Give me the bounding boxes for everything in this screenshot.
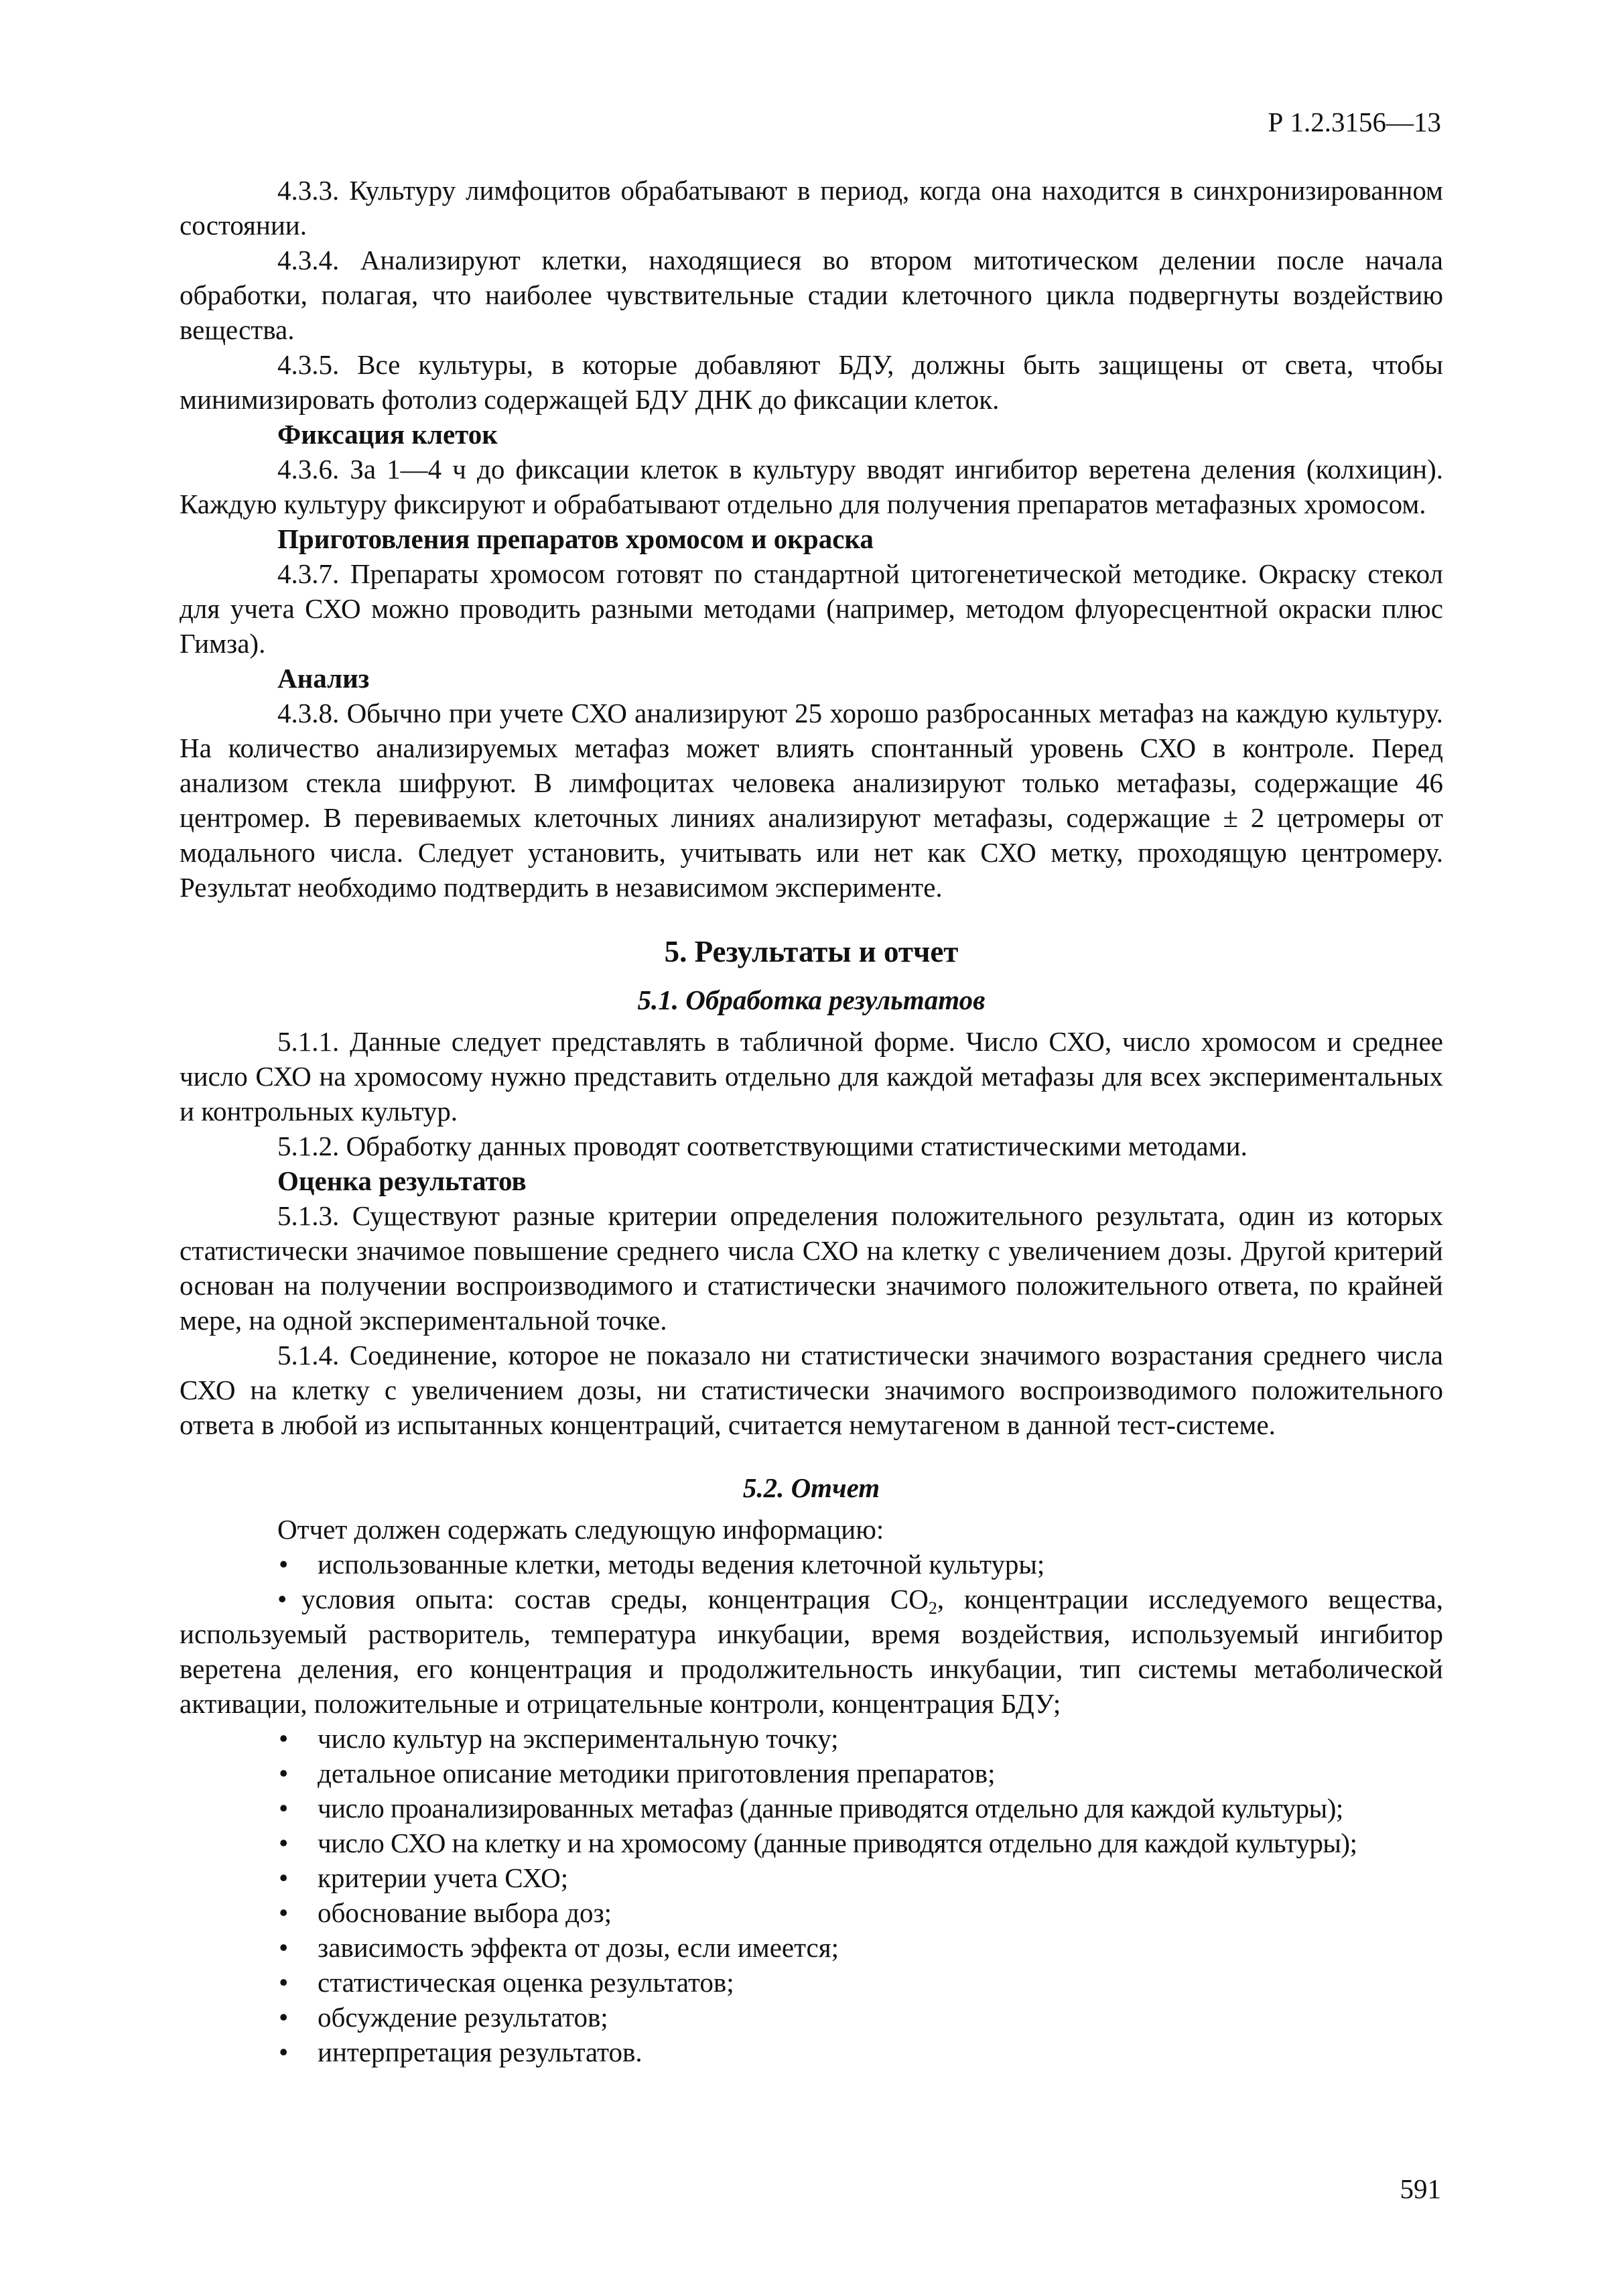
paragraph-4-3-5: 4.3.5. Все культуры, в которые добавляют БДУ, должны быть защищены от света, чтобы минимизировать фотолиз содержащей БДУ ДНК до фиксации клеток. [180, 349, 1443, 415]
list-item-text: условия опыта: состав среды, концентрация СО [301, 1584, 929, 1614]
list-item-text: детальное описание методики приготовления препаратов; [318, 1758, 996, 1789]
bullet-icon: • [279, 1793, 289, 1824]
paragraph-4-3-3: 4.3.3. Культуру лимфоцитов обрабатывают в период, когда она находится в синхронизированном состоянии. [180, 175, 1443, 241]
list-item [180, 2000, 1443, 2035]
list-item [180, 1860, 1443, 1895]
list-item-text: зависимость эффекта от дозы, если имеется; [318, 1932, 839, 1963]
list-item [180, 1756, 1443, 1791]
subscript-text: 2 [928, 1598, 937, 1618]
list-item [180, 2035, 1443, 2069]
paragraph-5-1-2: 5.1.2. Обработку данных проводят соответствующими статистическими методами. [277, 1131, 1247, 1161]
subsection-heading-processing: 5.1. Обработка результатов [637, 984, 986, 1015]
list-item-text: обоснование выбора доз; [318, 1897, 612, 1928]
list-item-text: число СХО на клетку и на хромосому (данные приводятся отдельно для каждой культуры); [318, 1828, 1357, 1858]
list-item [180, 1547, 1443, 1582]
list-item-text: , концентрации исследуемого вещества, используемый растворитель, температура инкубации, время воздействия, используемый ингибитор веретена деления, его концентрация и продолжительность инкубации, тип системы метаболической активации, положительные и отрицательные контроли, концентрация БДУ; [180, 1584, 1444, 1719]
subheading-cell-fixation: Фиксация клеток [277, 419, 498, 450]
subheading-analysis: Анализ [277, 663, 370, 694]
list-item [180, 1826, 1443, 1860]
list-item-text: использованные клетки, методы ведения клеточной культуры; [318, 1549, 1045, 1580]
list-item-text: статистическая оценка результатов; [318, 1967, 734, 1998]
paragraph-5-1-1: 5.1.1. Данные следует представлять в табличной форме. Число СХО, число хромосом и среднее число СХО на хромосому нужно представить отдельно для каждой метафазы для всех экспериментальных и контрольных культур. [180, 1026, 1443, 1127]
list-item-text: критерии учета СХО; [318, 1862, 569, 1893]
subheading-preparation-staining: Приготовления препаратов хромосом и окраска [277, 523, 874, 554]
list-item [180, 1791, 1443, 1826]
subheading-results-evaluation: Оценка результатов [277, 1165, 527, 1196]
bullet-icon: • [279, 1932, 289, 1963]
bullet-icon: • [279, 1862, 289, 1893]
list-item [180, 1721, 1443, 1756]
page-content [180, 173, 1443, 2069]
paragraph-4-3-8: 4.3.8. Обычно при учете СХО анализируют 25 хорошо разбросанных метафаз на каждую культуру. На количество анализируемых метафаз может влиять спонтанный уровень СХО в контроле. Перед анализом стекла шифруют. В лимфоцитах человека анализируют только метафазы, содержащие 46 центромер. В перевиваемых клеточных линиях анализируют метафазы, содержащие ± 2 цетромеры от модального числа. Следует установить, учитывать или нет как СХО метку, проходящую центромеру. Результат необходимо подтвердить в независимом эксперименте. [180, 698, 1443, 903]
list-item-text: интерпретация результатов. [318, 2037, 643, 2067]
page-number: 591 [1400, 2173, 1441, 2204]
list-item [180, 1965, 1443, 2000]
bullet-icon: • [279, 1828, 289, 1858]
paragraph-4-3-4: 4.3.4. Анализируют клетки, находящиеся во втором митотическом делении после начала обработки, полагая, что наиболее чувствительные стадии клеточного цикла подвергнуты воздействию вещества. [180, 245, 1443, 345]
bullet-icon: • [279, 1897, 289, 1928]
paragraph-5-1-4: 5.1.4. Соединение, которое не показало ни статистически значимого возрастания среднего числа СХО на клетку с увеличением дозы, ни статистически значимого воспроизводимого положительного ответа в любой из испытанных концентраций, считается немутагеном в данной тест-системе. [180, 1340, 1443, 1440]
report-intro: Отчет должен содержать следующую информацию: [277, 1514, 884, 1545]
list-item-text: число культур на экспериментальную точку; [318, 1723, 839, 1754]
list-item [180, 1930, 1443, 1965]
bullet-icon: • [279, 2037, 289, 2067]
list-item [180, 1895, 1443, 1930]
list-item-text: число проанализированных метафаз (данные приводятся отдельно для каждой культуры); [318, 1793, 1343, 1824]
subsection-heading-report: 5.2. Отчет [742, 1472, 880, 1503]
paragraph-5-1-3: 5.1.3. Существуют разные критерии определения положительного результата, один из которых статистически значимое повышение среднего числа СХО на клетку с увеличением дозы. Другой критерий основан на получении воспроизводимого и статистически значимого положительного ответа, по крайней мере, на одной экспериментальной точке. [180, 1200, 1443, 1336]
paragraph-4-3-7: 4.3.7. Препараты хромосом готовят по стандартной цитогенетической методике. Окраску стекол для учета СХО можно проводить разными методами (например, методом флуоресцентной окраски плюс Гимза). [180, 558, 1443, 659]
bullet-icon: • [279, 1758, 289, 1789]
bullet-icon: • [277, 1584, 287, 1614]
bullet-icon: • [279, 1967, 289, 1998]
paragraph-4-3-6: 4.3.6. За 1—4 ч до фиксации клеток в культуру вводят ингибитор веретена деления (колхицин). Каждую культуру фиксируют и обрабатывают отдельно для получения препаратов метафазных хромосом. [180, 454, 1443, 519]
bullet-icon: • [279, 1549, 289, 1580]
section-heading-results-report: 5. Результаты и отчет [664, 935, 959, 968]
list-item-text: обсуждение результатов; [318, 2002, 608, 2033]
bullet-icon: • [279, 1723, 289, 1754]
list-item-conditions [180, 1582, 1443, 1721]
bullet-icon: • [279, 2002, 289, 2033]
document-code: Р 1.2.3156—13 [1268, 107, 1441, 137]
